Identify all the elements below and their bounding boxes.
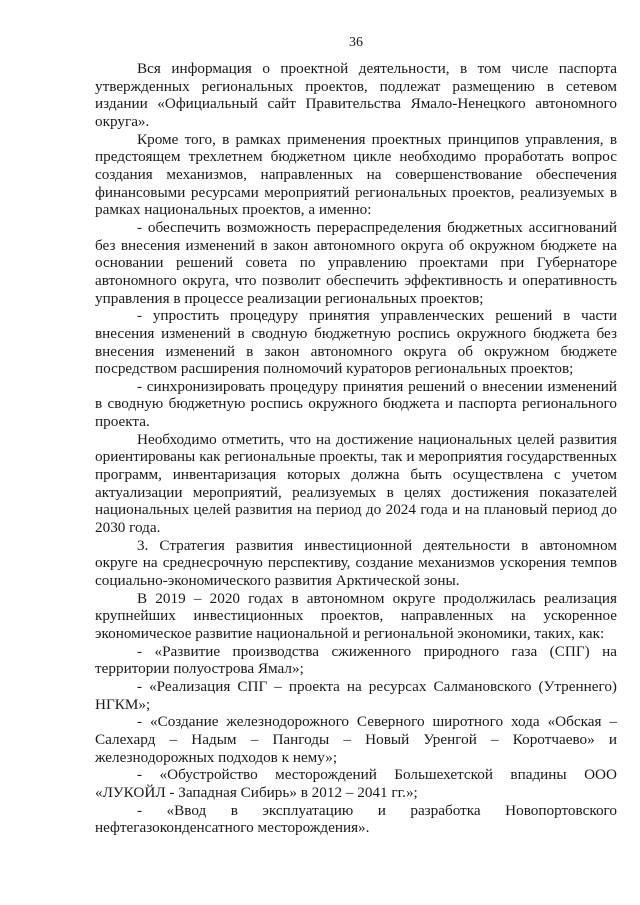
- document-page: [95, 0, 617, 905]
- paragraph-investment-projects: В 2019 – 2020 годах в автономном округе продолжилась реализация крупнейших инвестиционных проектов, направленных на ускоренное экономическое развитие национальной и региональной экономики, таких, как:: [95, 589, 617, 642]
- page-body: [95, 60, 617, 837]
- list-item-lng-salmanovsky: - «Реализация СПГ – проекта на ресурсах Салмановского (Утреннего) НГКМ»;: [95, 677, 617, 713]
- section-heading-investment-strategy: 3. Стратегия развития инвестиционной деятельности в автономном округе на среднесрочную перспективу, создание механизмов ускорения темпов социально-экономического развития Арктической зоны.: [95, 536, 617, 590]
- list-item-lng-yamal: - «Развитие производства сжиженного природного газа (СПГ) на территории полуострова Ямал»;: [95, 642, 617, 678]
- list-item-synchronize: - синхронизировать процедуру принятия решений о внесении изменений в сводную бюджетную роспись окружного бюджета и паспорта регионального проекта.: [95, 377, 617, 431]
- paragraph-publication-info: Вся информация о проектной деятельности, в том числе паспорта утвержденных региональных проектов, подлежат размещению в сетевом издании «Официальный сайт Правительства Ямало-Ненецкого автономного округа».: [95, 60, 617, 130]
- paragraph-national-goals: Необходимо отметить, что на достижение национальных целей развития ориентированы как региональные проекты, так и мероприятия государственных программ, инвентаризация которых должна быть осуществлена с учетом актуализации мероприятий, реализуемых в целях достижения показателей национальных целей развития на период до 2024 года и на плановый период до 2030 года.: [95, 430, 617, 537]
- list-item-reallocation: - обеспечить возможность перераспределения бюджетных ассигнований без внесения изменений в закон автономного округа об окружном бюджете на основании решений совета по управлению проектами при Губернаторе автономного округа, что позволит обеспечить эффективность и оперативность управления в процессе реализации региональных проектов;: [95, 218, 617, 307]
- page-number: 36: [349, 35, 363, 50]
- list-item-novoportovskoye: - «Ввод в эксплуатацию и разработка Новопортовского нефтегазоконденсатного месторождения».: [95, 801, 617, 837]
- list-item-bolshekhetskaya: - «Обустройство месторождений Большехетской впадины ООО «ЛУКОЙЛ - Западная Сибирь» в 2012 – 2041 гг.»;: [95, 766, 617, 801]
- list-item-simplify-procedure: - упростить процедуру принятия управленческих решений в части внесения изменений в сводную бюджетную роспись окружного бюджета без внесения изменений в закон автономного округа об окружном бюджете посредством расширения полномочий кураторов региональных проектов;: [95, 307, 617, 378]
- list-item-northern-latitudinal-railway: - «Создание железнодорожного Северного широтного хода «Обская – Салехард – Надым – Пангоды – Новый Уренгой – Коротчаево» и железнодорожных подходов к нему»;: [95, 713, 617, 766]
- paragraph-project-principles: Кроме того, в рамках применения проектных принципов управления, в предстоящем трехлетнем бюджетном цикле необходимо проработать вопрос создания механизмов, направленных на совершенствование обеспечения финансовыми ресурсами мероприятий региональных проектов, реализуемых в рамках национальных проектов, а именно:: [95, 130, 617, 219]
